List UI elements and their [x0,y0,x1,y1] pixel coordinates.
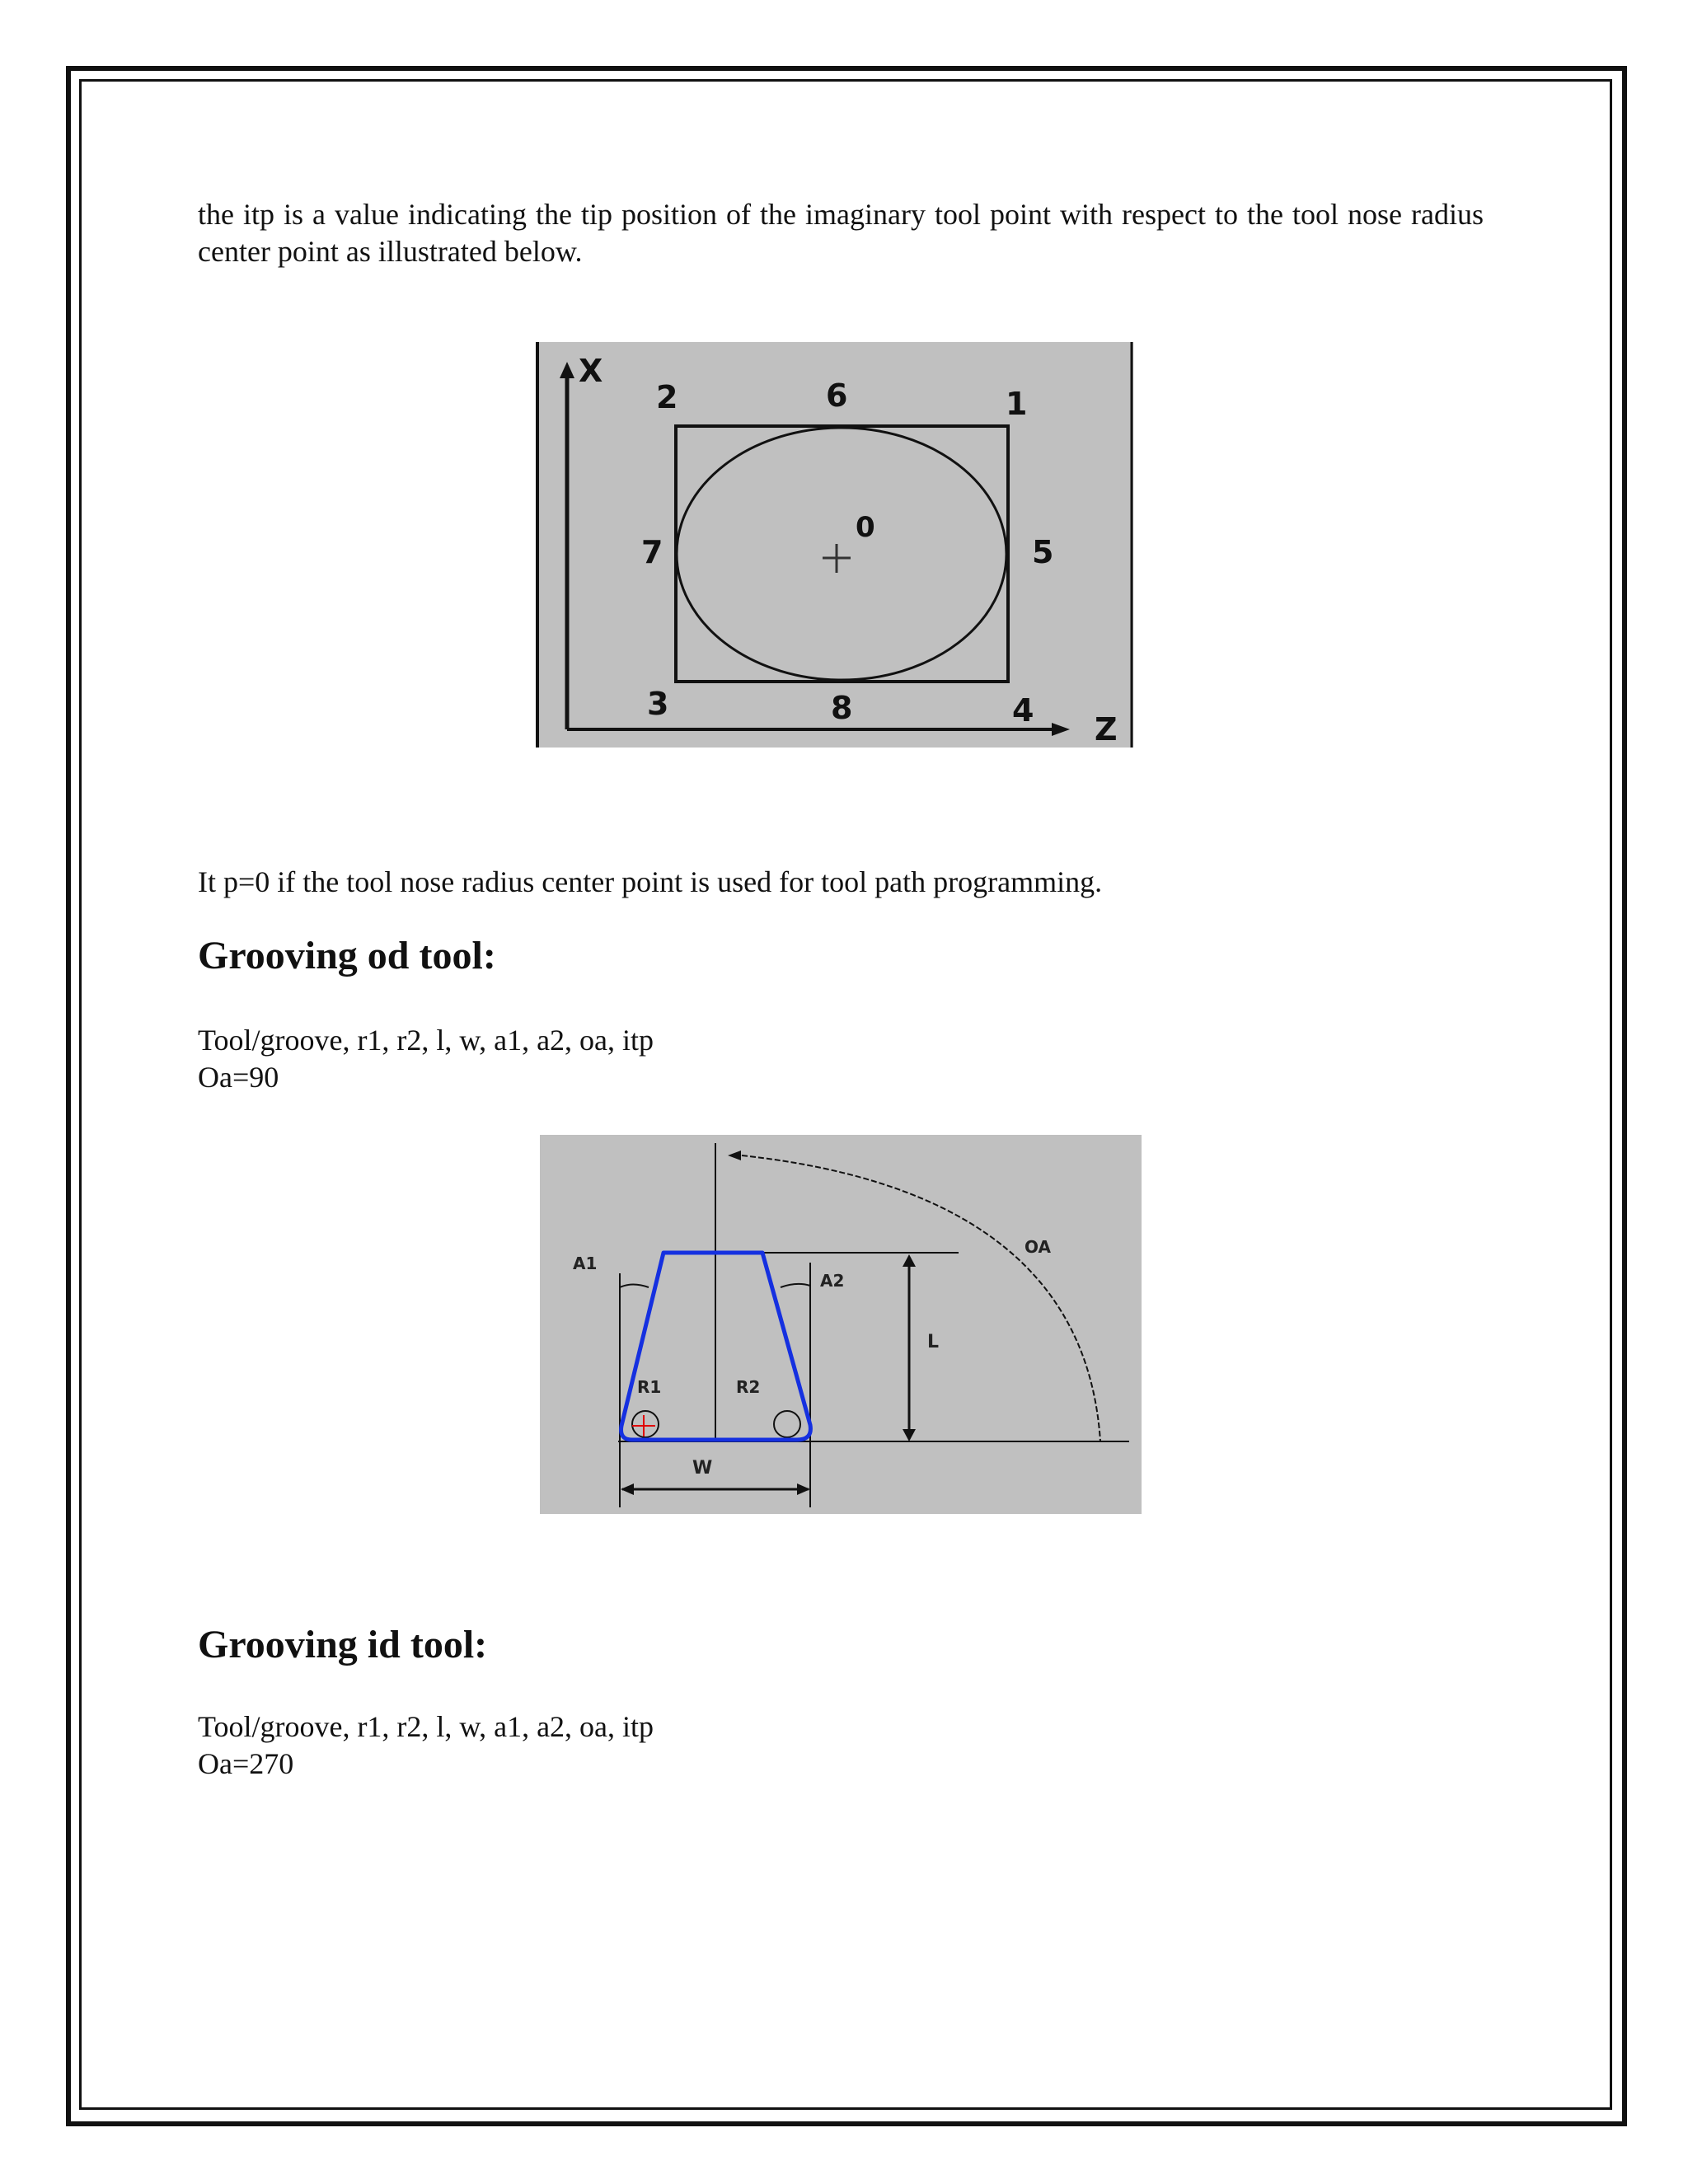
tip-point-0: 0 [856,511,875,544]
tip-point-7: 7 [641,534,663,570]
w-arrow-left-icon [621,1483,634,1495]
a1-label: A1 [573,1254,598,1273]
id-syntax-line: Tool/groove, r1, r2, l, w, a1, a2, oa, itp [198,1710,654,1743]
grooving-tool-diagram [540,1135,1142,1514]
oa-label: OA [1025,1237,1051,1257]
od-oa-value: Oa=90 [198,1061,279,1094]
r2-label: R2 [736,1377,761,1397]
tip-point-6: 6 [826,377,848,414]
tip-point-1: 1 [1006,386,1028,422]
w-label: W [692,1458,713,1479]
tool-tip-position-diagram [536,342,1133,748]
tool-tip-position-svg [536,342,1133,748]
od-syntax-line: Tool/groove, r1, r2, l, w, a1, a2, oa, itp [198,1024,654,1057]
tip-point-5: 5 [1032,534,1054,570]
l-arrow-bottom-icon [903,1429,916,1441]
tip-point-2: 2 [656,379,678,415]
id-section-heading: Grooving id tool: [198,1623,488,1666]
r1-label: R1 [637,1377,662,1397]
z-axis-label: Z [1095,711,1118,748]
tip-point-4: 4 [1012,692,1034,729]
a2-label: A2 [820,1271,845,1291]
a1-angle-arc [620,1285,649,1288]
itp-zero-text: It p=0 if the tool nose radius center point is used for tool path programming. [198,865,1103,898]
x-axis-label: X [579,353,603,389]
r2-radius-circle [774,1411,800,1437]
z-axis-arrow-icon [1052,723,1070,736]
r1-radius-circle [632,1411,659,1437]
x-axis-arrow-icon [560,362,574,378]
oa-arc [742,1155,1100,1441]
tool-nose-circle [677,428,1006,680]
l-arrow-top-icon [903,1254,916,1267]
intro-paragraph: the itp is a value indicating the tip position of the imaginary tool point with respect to the tool nose radius center point as illustrated below. [198,198,1484,268]
od-section-heading: Grooving od tool: [198,934,496,977]
a2-angle-arc [781,1284,810,1287]
grooving-tool-svg [540,1135,1142,1514]
tip-point-3: 3 [647,686,669,722]
oa-arrow-icon [728,1151,741,1160]
id-oa-value: Oa=270 [198,1747,294,1780]
w-arrow-right-icon [797,1483,810,1495]
l-label: L [927,1332,940,1352]
tip-point-8: 8 [831,690,853,726]
